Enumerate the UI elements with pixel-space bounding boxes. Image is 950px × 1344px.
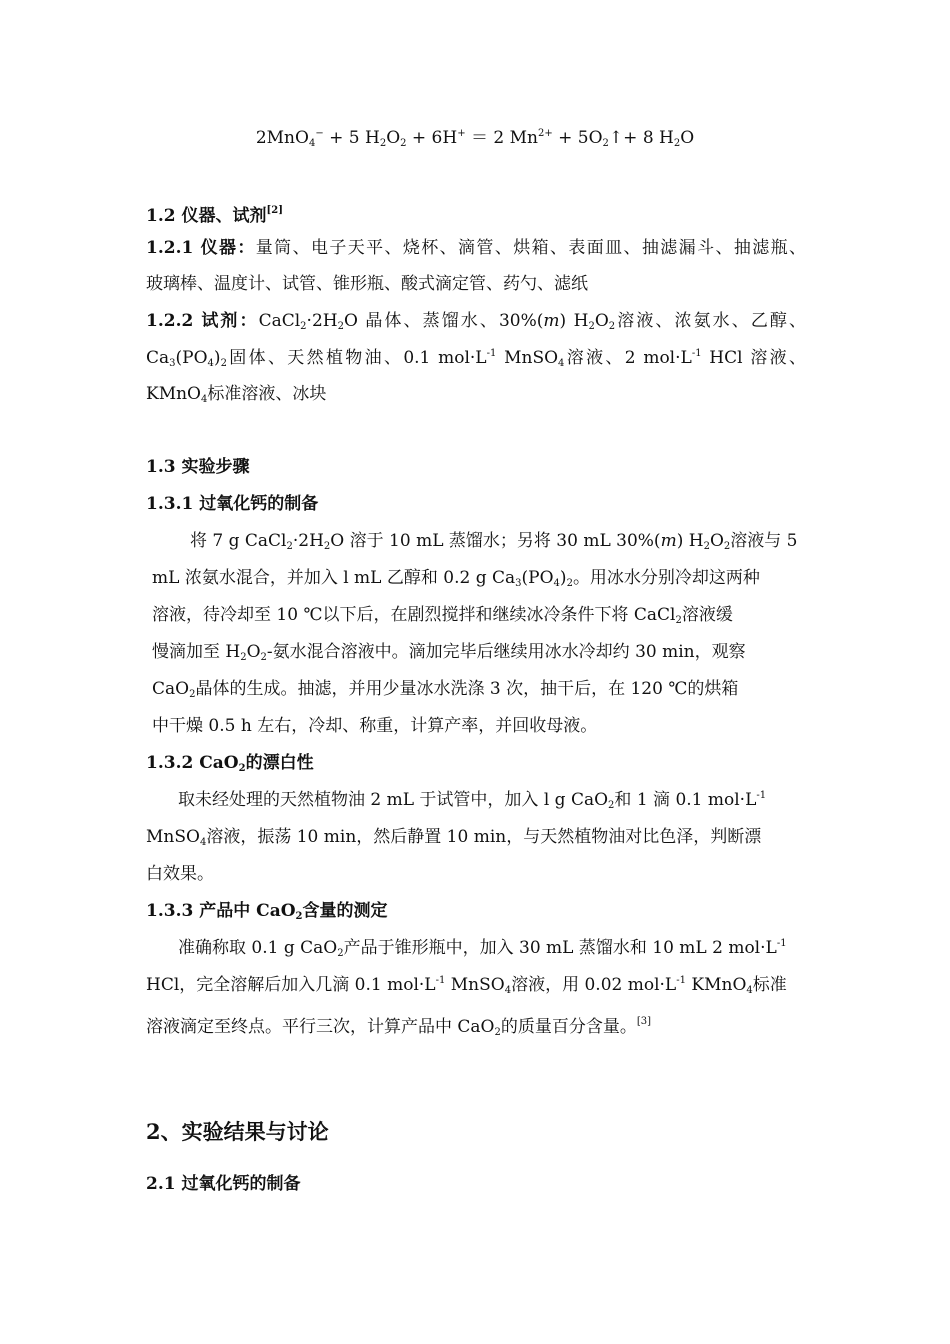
reagents-line-3: KMnO$_4$标准溶液、冰块: [146, 384, 327, 405]
section-1-3-2-heading: 1.3.2 CaO$_2$的漂白性: [146, 753, 314, 774]
instruments-line-1: 1.2.1 仪器：量筒、电子天平、烧杯、滴管、烘箱、表面皿、抽滤漏斗、抽滤瓶、: [146, 238, 807, 258]
prep-para-line-4: 慢滴加至 $H_2O_2-$氨水混合溶液中。滴加完毕后继续用冰水冷却约 30 min，观察: [152, 642, 746, 663]
section-1-3-heading: 1.3 实验步骤: [146, 457, 250, 477]
section-1-2-heading: 1.2 仪器、试剂[2]: [146, 205, 283, 226]
bleach-para-line-1: 取未经处理的天然植物油 2 mL 于试管中，加入 l g CaO$_2$和 1 滴 0.1 $mol\cdot L^{-1}$: [178, 790, 767, 811]
prep-para-line-1: 将 7 g $CaCl_2\cdot 2H_2O$ 溶于 10 mL 蒸馏水；另将 30 mL 30%(m) $H_2O_2$溶液与 5: [190, 531, 798, 552]
prep-para-line-2: mL 浓氨水混合，并加入 l mL 乙醇和 0.2 g $Ca_3(PO_4)_2$。用冰水分别冷却这两种: [152, 568, 760, 589]
reagents-line-1: 1.2.2 试剂：$CaCl_2\cdot 2H_2O$ 晶体、蒸馏水、30%(m) $H_2O_2$溶液、浓氨水、乙醇、: [146, 311, 806, 332]
assay-para-line-3: 溶液滴定至终点。平行三次，计算产品中 CaO$_2$的质量百分含量。[3]: [146, 1016, 652, 1038]
section-2-1-heading: 2.1 过氧化钙的制备: [146, 1174, 301, 1194]
prep-para-line-5: CaO$_2$晶体的生成。抽滤，并用少量冰水洗涤 3 次，抽干后，在 120 ℃的烘箱: [152, 679, 739, 700]
section-1-3-1-heading: 1.3.1 过氧化钙的制备: [146, 494, 319, 514]
prep-para-line-3: 溶液，待冷却至 10 ℃以下后，在剧烈搅拌和继续冰冷条件下将 CaCl$_2$溶液缓: [152, 605, 733, 626]
assay-para-line-2: HCl，完全溶解后加入几滴 0.1 $mol\cdot L^{-1}$ MnSO$_4$溶液，用 0.02 $mol\cdot L^{-1}$ KMnO$_4$标准: [146, 975, 787, 996]
prep-para-line-6: 中干燥 0.5 h 左右，冷却、称重，计算产率，并回收母液。: [152, 716, 598, 736]
instruments-line-2: 玻璃棒、温度计、试管、锥形瓶、酸式滴定管、药勺、滤纸: [146, 274, 588, 294]
reaction-equation: 2MnO$_4$− + 5 $H_2O_2 + 6H^+ = 2$ $Mn^{2+}$ + $5O_2↑+ 8$ $H_2O$: [255, 128, 695, 149]
reagents-line-2: $Ca_3(PO_4)_2$固体、天然植物油、0.1 $mol\cdot L^{-1}$ MnSO$_4$溶液、2 $mol\cdot L^{-1}$ HCl 溶液、: [146, 348, 806, 369]
bleach-para-line-2: MnSO$_4$溶液，振荡 10 min，然后静置 10 min，与天然植物油对比色泽，判断漂: [146, 827, 762, 848]
assay-para-line-1: 准确称取 0.1 g CaO$_2$产品于锥形瓶中，加入 30 mL 蒸馏水和 10 mL 2 $mol\cdot L^{-1}$: [178, 938, 787, 959]
bleach-para-line-3: 白效果。: [146, 864, 214, 884]
section-2-heading: 2、实验结果与讨论: [146, 1119, 329, 1144]
section-1-3-3-heading: 1.3.3 产品中 CaO$_2$含量的测定: [146, 901, 388, 922]
